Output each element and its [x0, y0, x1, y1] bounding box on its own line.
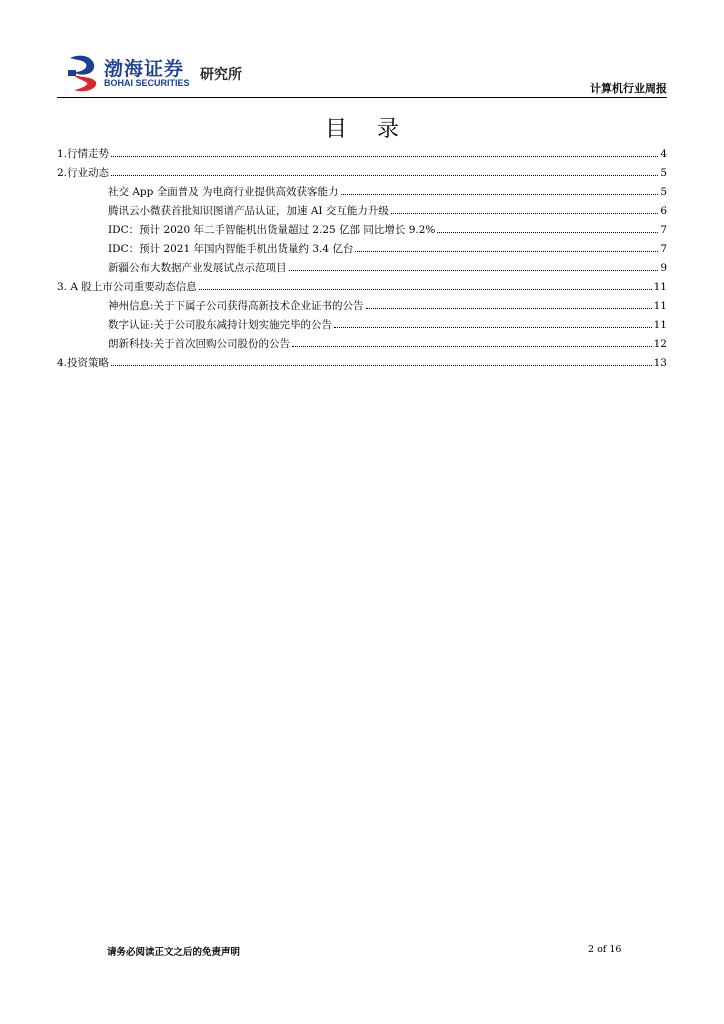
- toc-leader-dots: [199, 289, 652, 290]
- toc-leader-dots: [289, 270, 659, 271]
- toc-entry-title: 腾讯云小微获首批知识图谱产品认证，加速 AI 交互能力升级: [108, 205, 389, 217]
- institute-name: 研究所: [200, 67, 242, 83]
- toc-entry[interactable]: [57, 279, 667, 298]
- toc-entry[interactable]: [57, 355, 667, 374]
- toc-entry[interactable]: [57, 317, 667, 336]
- toc-entry-page: 13: [653, 357, 667, 369]
- toc-entry-page: 5: [660, 186, 667, 198]
- toc-entry[interactable]: [57, 260, 667, 279]
- toc-title: 目录: [324, 117, 429, 142]
- page-header: [0, 0, 724, 100]
- toc-entry-page: 6: [660, 205, 667, 217]
- toc-entry-title: 朗新科技:关于首次回购公司股份的公告: [108, 338, 291, 350]
- toc-entry-title: 新疆公布大数据产业发展试点示范项目: [108, 262, 287, 274]
- toc-entry[interactable]: [57, 336, 667, 355]
- toc-entry[interactable]: [57, 298, 667, 317]
- toc-entry-page: 5: [660, 167, 667, 179]
- toc-leader-dots: [391, 213, 658, 214]
- toc-entry-page: 12: [653, 338, 667, 350]
- toc-entry-page: 11: [653, 281, 667, 293]
- toc-entry-title: 社交 App 全面普及 为电商行业提供高效获客能力: [108, 186, 339, 198]
- toc-leader-dots: [437, 232, 658, 233]
- footer-disclaimer: 请务必阅读正文之后的免责声明: [107, 947, 241, 958]
- toc-entry-page: 4: [660, 148, 667, 160]
- toc-entry-title: 神州信息:关于下属子公司获得高新技术企业证书的公告: [108, 300, 364, 312]
- toc-entry-page: 9: [660, 262, 667, 274]
- toc-leader-dots: [111, 156, 658, 157]
- toc-entry[interactable]: [57, 146, 667, 165]
- toc-leader-dots: [111, 365, 652, 366]
- toc-leader-dots: [341, 194, 659, 195]
- toc-entry-page: 7: [660, 224, 667, 236]
- bohai-logo-icon: [66, 54, 100, 92]
- toc-entry-title: 数字认证:关于公司股东减持计划实施完毕的公告: [108, 319, 333, 331]
- toc-leader-dots: [292, 346, 652, 347]
- toc-entry-page: 7: [660, 243, 667, 255]
- table-of-contents: [57, 146, 667, 374]
- header-divider: [57, 97, 667, 98]
- toc-entry-title: IDC：预计 2020 年二手智能机出货量超过 2.25 亿部 同比增长 9.2%: [108, 224, 436, 236]
- toc-entry-page: 11: [653, 319, 667, 331]
- report-type: 计算机行业周报: [590, 82, 667, 95]
- toc-entry-title: 2.行业动态: [57, 167, 110, 179]
- toc-entry[interactable]: [57, 222, 667, 241]
- toc-entry[interactable]: [57, 241, 667, 260]
- toc-entry[interactable]: [57, 184, 667, 203]
- toc-entry-page: 11: [653, 300, 667, 312]
- toc-leader-dots: [334, 327, 652, 328]
- footer-page-number: 2 of 16: [588, 944, 622, 955]
- toc-entry[interactable]: [57, 165, 667, 184]
- toc-entry-title: 1.行情走势: [57, 148, 110, 160]
- logo-english-name: BOHAI SECURITIES: [104, 78, 190, 88]
- toc-leader-dots: [355, 251, 658, 252]
- logo-chinese-name: 渤海证券: [104, 58, 185, 80]
- bohai-logo: [66, 54, 256, 94]
- toc-entry-title: 4.投资策略: [57, 357, 110, 369]
- toc-entry-title: 3. A 股上市公司重要动态信息: [57, 281, 197, 293]
- toc-leader-dots: [111, 175, 658, 176]
- toc-entry-title: IDC：预计 2021 年国内智能手机出货量约 3.4 亿台: [108, 243, 354, 255]
- toc-entry[interactable]: [57, 203, 667, 222]
- toc-leader-dots: [366, 308, 652, 309]
